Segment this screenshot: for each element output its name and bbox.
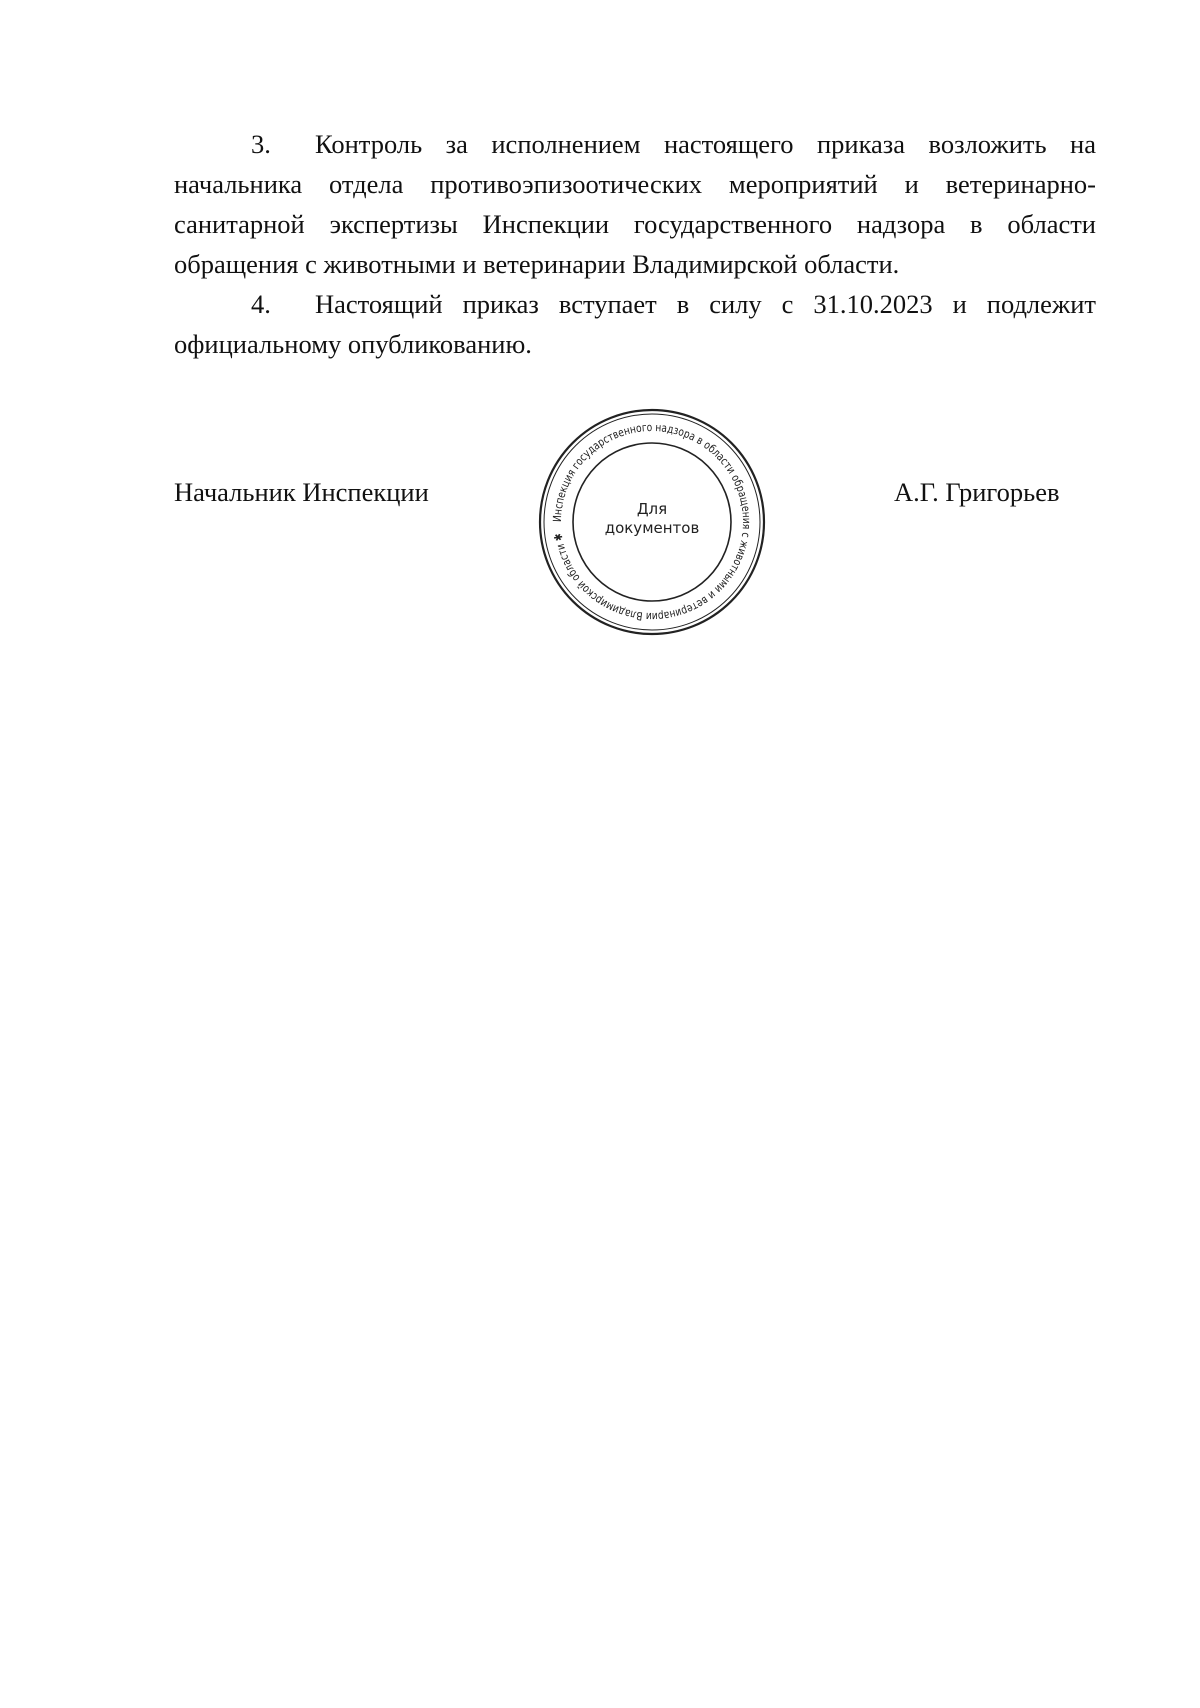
seal-center-line: документов — [604, 519, 700, 537]
paragraph-number: 4. — [251, 289, 271, 319]
paragraph-text: Настоящий приказ вступает в силу с 31.10.2023 и подлежит официальному опубликованию. — [174, 289, 1096, 359]
paragraph-number: 3. — [251, 129, 271, 159]
signature-block — [0, 0, 1200, 700]
seal-ring-text: Инспекция государственного надзора в области обращения с животными и ветеринарии Владимирской области ✱ — [550, 420, 754, 624]
signatory-position: Начальник Инспекции — [174, 477, 429, 507]
official-seal — [536, 406, 768, 638]
seal-center-text — [536, 500, 768, 538]
signatory-name: А.Г. Григорьев — [894, 477, 1060, 507]
paragraph-text: Контроль за исполнением настоящего приказа возложить на начальника отдела противоэпизоотических мероприятий и ветеринарно-санитарной экспертизы Инспекции государственного надзора в области обращения с животными и ветеринарии Владимирской области. — [174, 129, 1096, 279]
seal-center-line: Для — [636, 500, 668, 518]
